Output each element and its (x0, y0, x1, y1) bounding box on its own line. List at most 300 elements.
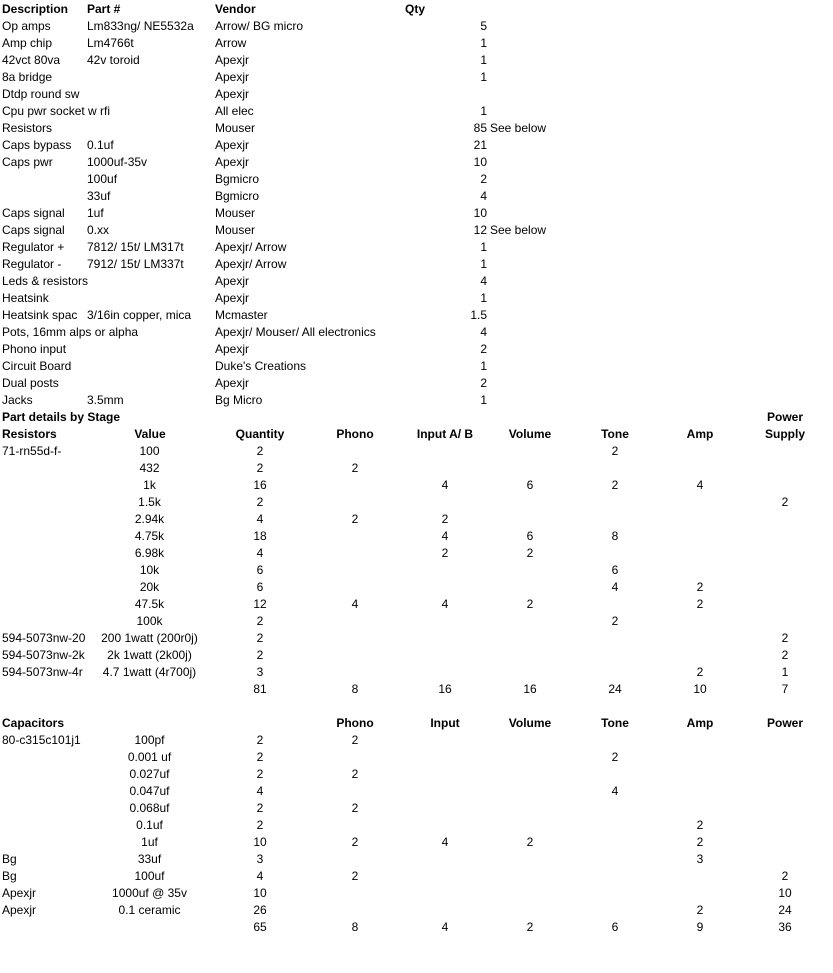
capacitor-input-cell[interactable] (405, 817, 485, 834)
capacitor-tone-cell[interactable] (575, 817, 655, 834)
capacitor-part-cell[interactable] (2, 783, 88, 800)
resistor-input-cell[interactable]: 2 (441, 512, 449, 526)
vendor-cell[interactable]: Bgmicro (215, 172, 260, 186)
part-description-cell[interactable]: Leds & resistors (2, 274, 89, 288)
qty-cell[interactable]: 1 (480, 359, 487, 373)
part-number-cell[interactable]: 1uf (87, 206, 104, 220)
resistor-power-cell[interactable]: 2 (781, 495, 789, 509)
capacitor-total-phono[interactable]: 8 (351, 920, 359, 934)
part-number-cell[interactable]: 3/16in copper, mica (87, 308, 192, 322)
vendor-cell[interactable]: Apexjr (215, 376, 250, 390)
part-number-cell[interactable] (87, 358, 213, 375)
capacitor-phono-cell[interactable] (320, 851, 390, 868)
vendor-cell[interactable]: All elec (215, 104, 254, 118)
header-value[interactable]: Value (134, 427, 166, 441)
part-number-cell[interactable] (87, 86, 213, 103)
resistor-amp-cell[interactable] (660, 562, 740, 579)
capacitor-power-cell[interactable] (745, 783, 825, 800)
resistor-amp-cell[interactable] (660, 647, 740, 664)
resistor-tone-cell[interactable] (575, 647, 655, 664)
capacitor-part-cell[interactable] (2, 749, 88, 766)
capacitor-amp-cell[interactable]: 2 (696, 818, 704, 832)
capacitor-total-quantity[interactable]: 65 (253, 920, 267, 934)
vendor-cell[interactable]: Arrow (215, 36, 247, 50)
header-description[interactable]: Description (2, 2, 69, 16)
vendor-cell[interactable]: Mouser (215, 206, 256, 220)
vendor-cell[interactable]: Mouser (215, 121, 256, 135)
header-capacitors[interactable]: Capacitors (2, 716, 65, 730)
resistor-total-tone[interactable]: 24 (608, 682, 622, 696)
header-tone[interactable]: Tone (601, 427, 629, 441)
capacitor-total-power[interactable]: 36 (778, 920, 792, 934)
part-number-cell[interactable]: 42v toroid (87, 53, 140, 67)
vendor-cell[interactable]: Mcmaster (215, 308, 268, 322)
resistor-input-cell[interactable] (405, 664, 485, 681)
capacitor-power-cell[interactable] (745, 749, 825, 766)
part-description-cell[interactable]: Heatsink (2, 291, 49, 305)
vendor-cell[interactable]: Bg Micro (215, 393, 263, 407)
capacitor-value-cell[interactable]: 0.047uf (129, 784, 170, 798)
cap-header-amp[interactable]: Amp (686, 716, 714, 730)
resistor-volume-cell[interactable] (490, 494, 570, 511)
resistor-power-cell[interactable] (745, 443, 825, 460)
resistor-part-cell[interactable] (2, 613, 88, 630)
resistor-value-cell[interactable]: 100 (139, 444, 160, 458)
capacitor-quantity-cell[interactable]: 2 (256, 750, 264, 764)
capacitor-power-cell[interactable] (745, 851, 825, 868)
part-description-cell[interactable]: Jacks (2, 393, 33, 407)
capacitor-quantity-cell[interactable]: 26 (253, 903, 267, 917)
capacitor-power-cell[interactable] (745, 817, 825, 834)
part-number-cell[interactable]: 7812/ 15t/ LM317t (87, 240, 184, 254)
resistor-part-cell[interactable] (2, 477, 88, 494)
resistor-volume-cell[interactable] (490, 443, 570, 460)
resistor-value-cell[interactable]: 100k (136, 614, 163, 628)
resistor-input-cell[interactable] (405, 647, 485, 664)
note-cell[interactable] (490, 18, 570, 35)
part-description-cell[interactable]: Resistors (2, 121, 53, 135)
capacitor-value-cell[interactable]: 0.1 ceramic (118, 903, 181, 917)
resistor-volume-cell[interactable] (490, 511, 570, 528)
qty-cell[interactable]: 21 (473, 138, 487, 152)
resistor-power-cell[interactable] (745, 477, 825, 494)
capacitor-amp-cell[interactable]: 2 (696, 903, 704, 917)
resistor-total-volume[interactable]: 16 (523, 682, 537, 696)
note-cell[interactable] (490, 86, 570, 103)
qty-cell[interactable]: 1 (480, 104, 487, 118)
resistor-part-cell[interactable] (2, 528, 88, 545)
capacitor-tone-cell[interactable] (575, 834, 655, 851)
capacitor-volume-cell[interactable] (490, 868, 570, 885)
capacitor-quantity-cell[interactable]: 3 (256, 852, 264, 866)
capacitor-input-cell[interactable] (405, 868, 485, 885)
part-description-cell[interactable]: Caps bypass (2, 138, 72, 152)
resistor-quantity-cell[interactable]: 18 (253, 529, 267, 543)
resistor-value-cell[interactable]: 2k 1watt (2k00j) (107, 648, 192, 662)
resistor-phono-cell[interactable] (320, 545, 390, 562)
cap-header-power[interactable]: Power (766, 716, 803, 730)
note-cell[interactable] (490, 341, 570, 358)
resistor-phono-cell[interactable] (320, 443, 390, 460)
qty-cell[interactable]: 1 (480, 70, 487, 84)
resistor-amp-cell[interactable] (660, 613, 740, 630)
header-amp[interactable]: Amp (686, 427, 714, 441)
resistor-power-cell[interactable] (745, 596, 825, 613)
capacitor-value-cell[interactable]: 0.1uf (136, 818, 163, 832)
note-cell[interactable] (490, 273, 570, 290)
vendor-cell[interactable]: Apexjr (215, 138, 250, 152)
header-quantity[interactable]: Quantity (235, 427, 285, 441)
resistor-volume-cell[interactable] (490, 647, 570, 664)
vendor-cell[interactable]: Duke's Creations (215, 359, 306, 373)
note-cell[interactable] (490, 35, 570, 52)
resistor-quantity-cell[interactable]: 2 (256, 461, 264, 475)
part-number-cell[interactable]: 0.1uf (87, 138, 114, 152)
resistor-value-cell[interactable]: 1k (143, 478, 156, 492)
resistor-input-cell[interactable] (405, 579, 485, 596)
resistor-volume-cell[interactable]: 6 (526, 478, 534, 492)
resistor-power-cell[interactable] (745, 460, 825, 477)
note-cell[interactable] (490, 69, 570, 86)
qty-cell[interactable]: 5 (480, 19, 487, 33)
capacitor-quantity-cell[interactable]: 10 (253, 835, 267, 849)
resistor-value-cell[interactable]: 200 1watt (200r0j) (101, 631, 198, 645)
capacitor-power-cell[interactable]: 24 (778, 903, 792, 917)
vendor-cell[interactable]: Apexjr/ Mouser/ All electronics (215, 325, 376, 339)
resistor-volume-cell[interactable] (490, 579, 570, 596)
capacitor-input-cell[interactable] (405, 766, 485, 783)
resistor-phono-cell[interactable]: 2 (351, 461, 359, 475)
resistor-part-cell[interactable]: 594-5073nw-4r (2, 665, 83, 679)
resistor-phono-cell[interactable]: 2 (351, 512, 359, 526)
resistor-input-cell[interactable]: 4 (441, 478, 449, 492)
capacitor-amp-cell[interactable] (660, 749, 740, 766)
capacitor-amp-cell[interactable]: 2 (696, 835, 704, 849)
note-cell[interactable] (490, 137, 570, 154)
part-description-cell[interactable]: Phono input (2, 342, 67, 356)
capacitor-power-cell[interactable] (745, 800, 825, 817)
part-number-cell[interactable] (87, 103, 213, 120)
cap-header-input[interactable]: Input (430, 716, 460, 730)
header-vendor[interactable]: Vendor (215, 2, 256, 16)
capacitor-amp-cell[interactable] (660, 800, 740, 817)
note-cell[interactable] (490, 103, 570, 120)
resistor-value-cell[interactable]: 1.5k (138, 495, 161, 509)
resistor-amp-cell[interactable]: 2 (696, 580, 704, 594)
resistor-quantity-cell[interactable]: 2 (256, 495, 264, 509)
resistor-volume-cell[interactable]: 2 (526, 597, 534, 611)
vendor-cell[interactable]: Apexjr (215, 53, 250, 67)
resistor-amp-cell[interactable] (660, 630, 740, 647)
capacitor-phono-cell[interactable]: 2 (351, 767, 359, 781)
part-description-cell[interactable]: Amp chip (2, 36, 53, 50)
resistor-amp-cell[interactable] (660, 511, 740, 528)
part-number-cell[interactable] (87, 69, 213, 86)
capacitor-input-cell[interactable] (405, 800, 485, 817)
capacitor-total-volume[interactable]: 2 (526, 920, 534, 934)
part-number-cell[interactable]: Lm833ng/ NE5532a (87, 19, 194, 33)
resistor-tone-cell[interactable] (575, 511, 655, 528)
vendor-cell[interactable]: Apexjr/ Arrow (215, 257, 287, 271)
capacitor-quantity-cell[interactable]: 2 (256, 733, 264, 747)
part-number-cell[interactable] (87, 375, 213, 392)
resistor-value-cell[interactable]: 6.98k (134, 546, 165, 560)
qty-cell[interactable]: 1 (480, 291, 487, 305)
capacitor-volume-cell[interactable] (490, 766, 570, 783)
resistor-total-power[interactable]: 7 (781, 682, 789, 696)
note-cell[interactable]: See below (490, 121, 547, 135)
part-number-cell[interactable] (87, 324, 213, 341)
qty-cell[interactable]: 1 (480, 393, 487, 407)
qty-cell[interactable]: 10 (473, 155, 487, 169)
resistor-phono-cell[interactable] (320, 562, 390, 579)
capacitor-input-cell[interactable] (405, 732, 485, 749)
capacitor-phono-cell[interactable]: 2 (351, 801, 359, 815)
part-description-cell[interactable]: Regulator - (2, 257, 62, 271)
qty-cell[interactable]: 85 (473, 121, 487, 135)
note-cell[interactable] (490, 171, 570, 188)
resistor-phono-cell[interactable]: 4 (351, 597, 359, 611)
part-description-cell[interactable] (2, 171, 86, 188)
capacitor-part-cell[interactable] (2, 766, 88, 783)
resistor-input-cell[interactable] (405, 562, 485, 579)
note-cell[interactable] (490, 290, 570, 307)
capacitor-quantity-cell[interactable]: 4 (256, 784, 264, 798)
capacitor-quantity-cell[interactable]: 2 (256, 818, 264, 832)
vendor-cell[interactable]: Apexjr (215, 342, 250, 356)
part-number-cell[interactable] (87, 341, 213, 358)
header-phono[interactable]: Phono (336, 427, 374, 441)
capacitor-total-amp[interactable]: 9 (696, 920, 704, 934)
resistor-tone-cell[interactable] (575, 664, 655, 681)
resistor-value-cell[interactable]: 4.7 1watt (4r700j) (102, 665, 197, 679)
vendor-cell[interactable]: Mouser (215, 223, 256, 237)
capacitor-amp-cell[interactable] (660, 868, 740, 885)
resistor-phono-cell[interactable] (320, 630, 390, 647)
header-supply[interactable]: Supply (764, 427, 805, 441)
vendor-cell[interactable]: Apexjr (215, 274, 250, 288)
resistor-tone-cell[interactable] (575, 460, 655, 477)
capacitor-tone-cell[interactable]: 2 (611, 750, 619, 764)
resistor-total-quantity[interactable]: 81 (253, 682, 267, 696)
resistor-amp-cell[interactable] (660, 545, 740, 562)
part-description-cell[interactable]: Caps signal (2, 223, 65, 237)
resistor-quantity-cell[interactable]: 6 (256, 563, 264, 577)
resistor-tone-cell[interactable]: 8 (611, 529, 619, 543)
note-cell[interactable] (490, 205, 570, 222)
resistor-part-cell[interactable] (2, 562, 88, 579)
resistor-power-cell[interactable] (745, 545, 825, 562)
capacitor-tone-cell[interactable] (575, 732, 655, 749)
qty-cell[interactable]: 12 (473, 223, 487, 237)
capacitor-value-cell[interactable]: 1000uf @ 35v (112, 886, 187, 900)
qty-cell[interactable]: 1 (480, 36, 487, 50)
vendor-cell[interactable]: Apexjr/ Arrow (215, 240, 287, 254)
note-cell[interactable] (490, 307, 570, 324)
vendor-cell[interactable]: Bgmicro (215, 189, 260, 203)
capacitor-phono-cell[interactable] (320, 885, 390, 902)
qty-cell[interactable]: 1 (480, 53, 487, 67)
part-number-cell[interactable] (87, 273, 213, 290)
capacitor-part-cell[interactable] (2, 800, 88, 817)
capacitor-tone-cell[interactable] (575, 851, 655, 868)
resistor-tone-cell[interactable]: 2 (611, 478, 619, 492)
resistor-volume-cell[interactable] (490, 460, 570, 477)
resistor-tone-cell[interactable] (575, 596, 655, 613)
resistor-tone-cell[interactable]: 2 (611, 444, 619, 458)
capacitor-input-cell[interactable] (405, 783, 485, 800)
qty-cell[interactable]: 1.5 (470, 308, 487, 322)
part-description-cell[interactable]: 42vct 80va (2, 53, 61, 67)
capacitor-tone-cell[interactable] (575, 766, 655, 783)
resistor-value-cell[interactable]: 20k (139, 580, 160, 594)
part-description-cell[interactable]: Dtdp round sw (2, 87, 80, 101)
resistor-volume-cell[interactable] (490, 613, 570, 630)
capacitor-input-cell[interactable] (405, 885, 485, 902)
resistor-quantity-cell[interactable]: 4 (256, 546, 264, 560)
resistor-power-cell[interactable] (745, 511, 825, 528)
note-cell[interactable] (490, 358, 570, 375)
note-cell[interactable] (490, 392, 570, 409)
part-description-cell[interactable]: Pots, 16mm alps or alpha (2, 325, 139, 339)
note-cell[interactable] (490, 154, 570, 171)
capacitor-quantity-cell[interactable]: 4 (256, 869, 264, 883)
capacitor-tone-cell[interactable] (575, 902, 655, 919)
capacitor-volume-cell[interactable] (490, 902, 570, 919)
resistor-phono-cell[interactable] (320, 528, 390, 545)
capacitor-value-cell[interactable]: 0.027uf (129, 767, 170, 781)
resistor-amp-cell[interactable]: 2 (696, 665, 704, 679)
capacitor-phono-cell[interactable] (320, 749, 390, 766)
part-description-cell[interactable]: Heatsink spac (2, 308, 78, 322)
capacitor-power-cell[interactable] (745, 834, 825, 851)
capacitor-part-cell[interactable]: Apexjr (2, 886, 37, 900)
resistor-value-cell[interactable]: 432 (139, 461, 160, 475)
qty-cell[interactable]: 1 (480, 240, 487, 254)
capacitor-volume-cell[interactable] (490, 885, 570, 902)
resistor-quantity-cell[interactable]: 4 (256, 512, 264, 526)
vendor-cell[interactable]: Apexjr (215, 291, 250, 305)
resistor-part-cell[interactable]: 594-5073nw-2k (2, 648, 85, 662)
qty-cell[interactable]: 2 (480, 342, 487, 356)
resistor-amp-cell[interactable] (660, 460, 740, 477)
resistor-power-cell[interactable] (745, 613, 825, 630)
resistor-volume-cell[interactable]: 2 (526, 546, 534, 560)
resistor-amp-cell[interactable] (660, 494, 740, 511)
resistor-amp-cell[interactable]: 2 (696, 597, 704, 611)
resistor-phono-cell[interactable] (320, 613, 390, 630)
resistor-input-cell[interactable]: 2 (441, 546, 449, 560)
capacitor-value-cell[interactable]: 33uf (137, 852, 162, 866)
cap-header-volume[interactable]: Volume (508, 716, 552, 730)
stage-title[interactable]: Part details by Stage (2, 410, 121, 424)
part-number-cell[interactable]: 0.xx (87, 223, 110, 237)
resistor-volume-cell[interactable] (490, 664, 570, 681)
capacitor-part-cell[interactable]: Bg (2, 869, 17, 883)
resistor-volume-cell[interactable] (490, 630, 570, 647)
header-input[interactable]: Input A/ B (416, 427, 474, 441)
resistor-input-cell[interactable] (405, 613, 485, 630)
capacitor-value-cell[interactable]: 100pf (134, 733, 165, 747)
resistor-amp-cell[interactable] (660, 528, 740, 545)
resistor-amp-cell[interactable]: 4 (696, 478, 704, 492)
part-description-cell[interactable]: Circuit Board (2, 359, 72, 373)
note-cell[interactable] (490, 188, 570, 205)
capacitor-tone-cell[interactable]: 4 (611, 784, 619, 798)
capacitor-phono-cell[interactable]: 2 (351, 733, 359, 747)
resistor-input-cell[interactable] (405, 443, 485, 460)
note-cell[interactable] (490, 52, 570, 69)
resistor-phono-cell[interactable] (320, 647, 390, 664)
capacitor-total-tone[interactable]: 6 (611, 920, 619, 934)
capacitor-phono-cell[interactable]: 2 (351, 835, 359, 849)
resistor-quantity-cell[interactable]: 2 (256, 444, 264, 458)
part-number-cell[interactable]: 100uf (87, 172, 118, 186)
vendor-cell[interactable]: Apexjr (215, 155, 250, 169)
resistor-power-cell[interactable]: 1 (781, 665, 789, 679)
qty-cell[interactable]: 4 (480, 189, 487, 203)
capacitor-value-cell[interactable]: 100uf (134, 869, 165, 883)
cap-header-tone[interactable]: Tone (601, 716, 629, 730)
resistor-quantity-cell[interactable]: 2 (256, 614, 264, 628)
resistor-tone-cell[interactable] (575, 545, 655, 562)
capacitor-input-cell[interactable] (405, 851, 485, 868)
vendor-cell[interactable]: Apexjr (215, 87, 250, 101)
resistor-power-cell[interactable] (745, 562, 825, 579)
resistor-amp-cell[interactable] (660, 443, 740, 460)
resistor-tone-cell[interactable] (575, 630, 655, 647)
capacitor-volume-cell[interactable]: 2 (526, 835, 534, 849)
resistor-phono-cell[interactable] (320, 664, 390, 681)
resistor-part-cell[interactable] (2, 460, 88, 477)
header-power[interactable]: Power (766, 410, 803, 424)
resistor-input-cell[interactable] (405, 494, 485, 511)
part-description-cell[interactable]: Dual posts (2, 376, 59, 390)
resistor-value-cell[interactable]: 4.75k (134, 529, 165, 543)
capacitor-power-cell[interactable]: 10 (778, 886, 792, 900)
part-description-cell[interactable]: Regulator + (2, 240, 65, 254)
capacitor-tone-cell[interactable] (575, 800, 655, 817)
capacitor-quantity-cell[interactable]: 2 (256, 767, 264, 781)
qty-cell[interactable] (400, 86, 487, 103)
capacitor-amp-cell[interactable] (660, 783, 740, 800)
part-description-cell[interactable]: Caps signal (2, 206, 65, 220)
header-resistors[interactable]: Resistors (2, 427, 57, 441)
capacitor-amp-cell[interactable] (660, 766, 740, 783)
header-part-number[interactable]: Part # (87, 2, 121, 16)
part-description-cell[interactable] (2, 188, 86, 205)
part-description-cell[interactable]: Cpu pwr socket w rfi (2, 104, 111, 118)
part-number-cell[interactable]: 3.5mm (87, 393, 124, 407)
capacitor-quantity-cell[interactable]: 10 (253, 886, 267, 900)
capacitor-part-cell[interactable]: Apexjr (2, 903, 37, 917)
capacitor-part-cell[interactable]: Bg (2, 852, 17, 866)
resistor-tone-cell[interactable]: 6 (611, 563, 619, 577)
qty-cell[interactable]: 4 (480, 274, 487, 288)
capacitor-amp-cell[interactable]: 3 (696, 852, 704, 866)
resistor-volume-cell[interactable] (490, 562, 570, 579)
resistor-power-cell[interactable]: 2 (781, 631, 789, 645)
resistor-input-cell[interactable] (405, 630, 485, 647)
capacitor-phono-cell[interactable] (320, 902, 390, 919)
note-cell[interactable]: See below (490, 223, 547, 237)
qty-cell[interactable]: 10 (473, 206, 487, 220)
capacitor-volume-cell[interactable] (490, 851, 570, 868)
part-description-cell[interactable]: Caps pwr (2, 155, 53, 169)
resistor-phono-cell[interactable] (320, 477, 390, 494)
vendor-cell[interactable]: Apexjr (215, 70, 250, 84)
capacitor-phono-cell[interactable] (320, 783, 390, 800)
